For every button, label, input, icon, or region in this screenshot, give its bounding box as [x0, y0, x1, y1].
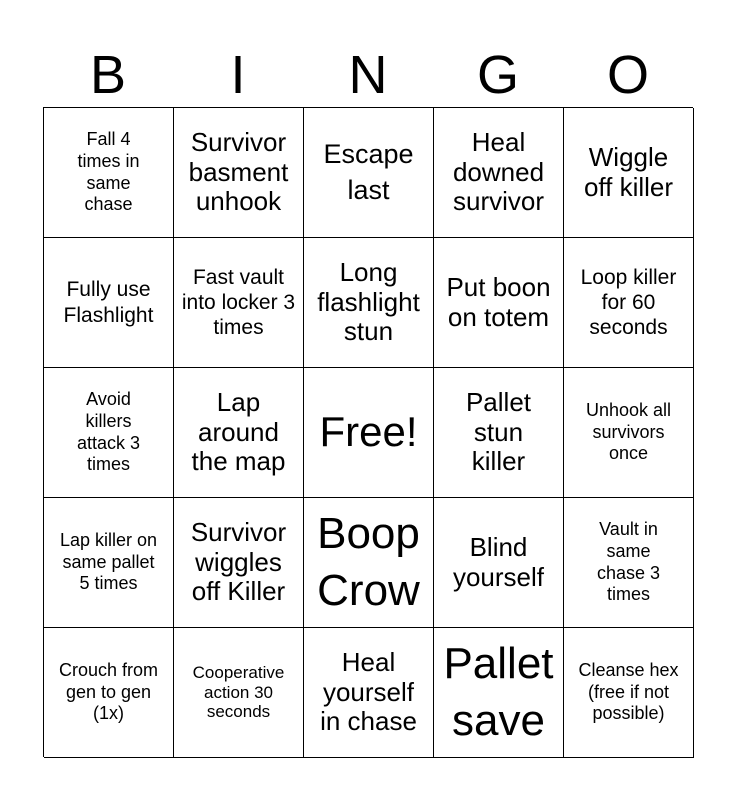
- cell-label: Heal yourself in chase: [320, 646, 417, 737]
- bingo-cell[interactable]: [44, 628, 174, 758]
- bingo-cell[interactable]: [564, 628, 694, 758]
- cell-label: Lap around the map: [191, 386, 286, 477]
- bingo-header: [43, 44, 693, 106]
- header-letter-n: N: [348, 45, 388, 105]
- cell-label: Wiggle off killer: [583, 141, 674, 202]
- bingo-cell[interactable]: [304, 628, 434, 758]
- bingo-cell[interactable]: [564, 108, 694, 238]
- cell-label: Crouch from gen to gen (1x): [58, 660, 159, 724]
- bingo-cell[interactable]: [174, 368, 304, 498]
- bingo-cell[interactable]: [304, 238, 434, 368]
- bingo-cell[interactable]: [564, 368, 694, 498]
- bingo-board: [43, 107, 693, 757]
- bingo-cell[interactable]: [174, 498, 304, 628]
- cell-label: Put boon on totem: [446, 271, 551, 332]
- bingo-cell[interactable]: [564, 498, 694, 628]
- bingo-cell[interactable]: [434, 628, 564, 758]
- bingo-cell[interactable]: [434, 108, 564, 238]
- header-letter-i: I: [230, 45, 246, 105]
- bingo-cell[interactable]: [434, 238, 564, 368]
- bingo-cell[interactable]: [304, 108, 434, 238]
- cell-label: Fast vault into locker 3 times: [181, 265, 296, 340]
- bingo-cell[interactable]: [44, 498, 174, 628]
- bingo-cell[interactable]: [174, 238, 304, 368]
- bingo-cell[interactable]: [174, 108, 304, 238]
- header-letter-g: G: [476, 45, 519, 105]
- header-letter-o: O: [606, 45, 649, 105]
- cell-label: Long flashlight stun: [317, 256, 420, 347]
- bingo-cell[interactable]: [304, 498, 434, 628]
- bingo-cell[interactable]: [434, 368, 564, 498]
- bingo-cell[interactable]: [434, 498, 564, 628]
- cell-label: Free!: [319, 408, 418, 456]
- header-letter-b: B: [89, 45, 127, 105]
- cell-label: Survivor wiggles off Killer: [190, 516, 287, 607]
- cell-label: Pallet save: [443, 639, 554, 745]
- cell-label: Pallet stun killer: [465, 386, 532, 477]
- bingo-cell[interactable]: [44, 238, 174, 368]
- cell-label: Heal downed survivor: [452, 126, 545, 217]
- cell-label: Survivor basment unhook: [188, 126, 289, 217]
- free-space-cell[interactable]: [304, 368, 434, 498]
- bingo-cell[interactable]: [174, 628, 304, 758]
- bingo-cell[interactable]: [44, 368, 174, 498]
- cell-label: Blind yourself: [452, 531, 545, 592]
- cell-label: Unhook all survivors once: [585, 400, 672, 464]
- cell-label: Lap killer on same pallet 5 times: [59, 530, 158, 594]
- cell-label: Vault in same chase 3 times: [596, 519, 661, 605]
- cell-label: Loop killer for 60 seconds: [580, 265, 677, 340]
- cell-label: Cooperative action 30 seconds: [192, 663, 285, 722]
- cell-label: Boop Crow: [317, 509, 420, 615]
- cell-label: Fully use Flashlight: [63, 278, 154, 327]
- cell-label: Avoid killers attack 3 times: [76, 389, 141, 475]
- cell-label: Fall 4 times in same chase: [77, 129, 140, 215]
- bingo-cell[interactable]: [44, 108, 174, 238]
- bingo-cell[interactable]: [564, 238, 694, 368]
- cell-label: Cleanse hex (free if not possible): [578, 660, 679, 724]
- cell-label: Escape last: [323, 139, 414, 205]
